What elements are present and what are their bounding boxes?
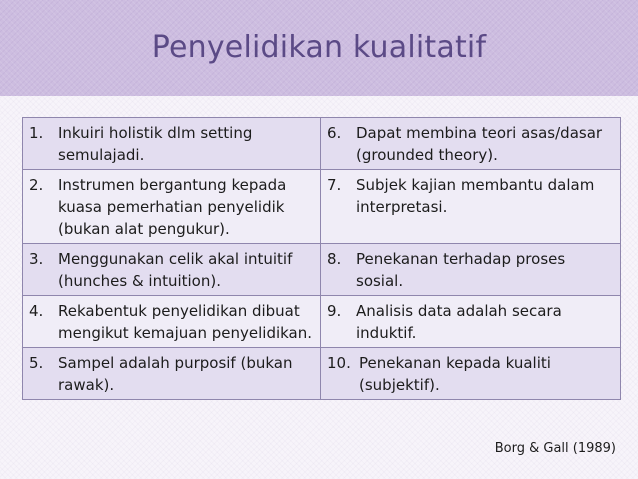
item-text: Subjek kajian membantu dalam interpretasi. [356, 176, 595, 216]
table-row [23, 348, 621, 400]
characteristics-table [22, 117, 621, 400]
item-text: Menggunakan celik akal intuitif (hunches & intuition). [58, 250, 293, 290]
list-item [327, 248, 616, 292]
item-text: Penekanan kepada kualiti (subjektif). [359, 354, 551, 394]
item-number: 10. [327, 354, 351, 372]
item-number: 6. [327, 124, 342, 142]
list-item [29, 122, 316, 166]
item-number: 3. [29, 250, 44, 268]
table-row [23, 170, 621, 244]
item-number: 2. [29, 176, 44, 194]
item-text: Penekanan terhadap proses sosial. [356, 250, 566, 290]
item-text: Instrumen bergantung kepada kuasa pemerhatian penyelidik (bukan alat pengukur). [58, 176, 287, 238]
item-number: 4. [29, 302, 44, 320]
item-number: 1. [29, 124, 44, 142]
list-item [327, 300, 616, 344]
item-number: 8. [327, 250, 342, 268]
list-item [327, 352, 616, 396]
item-text: Inkuiri holistik dlm setting semulajadi. [58, 124, 253, 164]
list-item [327, 174, 616, 218]
table-row [23, 118, 621, 170]
table-cell [321, 170, 621, 244]
table-cell [321, 348, 621, 400]
item-text: Analisis data adalah secara induktif. [356, 302, 562, 342]
list-item [29, 248, 316, 292]
list-item [327, 122, 616, 166]
list-item [29, 174, 316, 240]
table-cell [23, 348, 321, 400]
table-cell [321, 244, 621, 296]
table-cell [23, 296, 321, 348]
slide-title: Penyelidikan kualitatif [151, 30, 487, 65]
source-citation: Borg & Gall (1989) [494, 441, 616, 456]
table-cell [23, 118, 321, 170]
table-row [23, 244, 621, 296]
table-cell [321, 296, 621, 348]
list-item [29, 352, 316, 396]
item-text: Sampel adalah purposif (bukan rawak). [58, 354, 293, 394]
item-number: 9. [327, 302, 342, 320]
table-row [23, 296, 621, 348]
list-item [29, 300, 316, 344]
item-number: 5. [29, 354, 44, 372]
table-cell [321, 118, 621, 170]
item-text: Dapat membina teori asas/dasar (grounded theory). [356, 124, 603, 164]
item-text: Rekabentuk penyelidikan dibuat mengikut kemajuan penyelidikan. [58, 302, 313, 342]
item-number: 7. [327, 176, 342, 194]
table-cell [23, 244, 321, 296]
table-cell [23, 170, 321, 244]
